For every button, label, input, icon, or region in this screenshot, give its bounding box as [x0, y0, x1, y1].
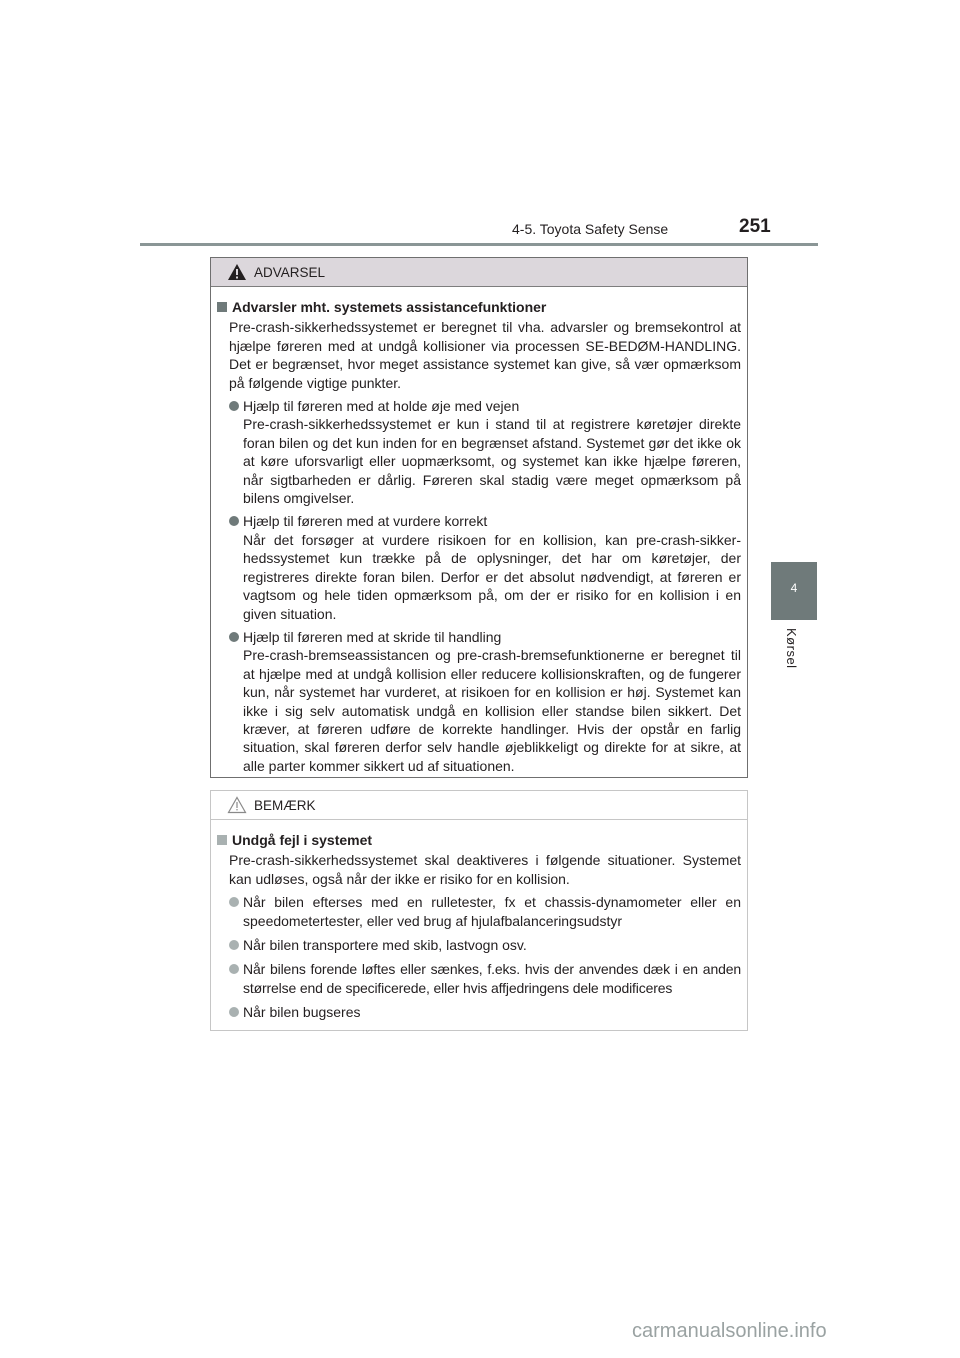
- warning-heading-text: Advarsler mht. systemets assistancefunktioner: [232, 299, 547, 315]
- notice-heading: [217, 831, 741, 849]
- notice-box: [210, 790, 748, 1031]
- warning-label: ADVARSEL: [254, 265, 326, 280]
- chapter-tab: [771, 562, 817, 620]
- warning-heading: [217, 298, 741, 316]
- chapter-label: Kørsel: [784, 628, 799, 669]
- square-bullet-icon: [217, 302, 227, 312]
- warning-triangle-icon: [227, 263, 247, 281]
- chapter-number: 4: [790, 581, 798, 595]
- notice-heading-text: Undgå fejl i systemet: [232, 832, 373, 848]
- round-bullet-icon: [229, 632, 239, 642]
- page-number: 251: [739, 216, 771, 237]
- list-item-text: Når det forsøger at vurdere risikoen for en kollision, kan pre-crash-sikker-hedssystemet kun trække på de oplysninger, det har om køretøjer, der registreres direkte foran bilen. Derfor er det absolut nødvendigt, at føreren er vagtsom og hele tiden opmærksom på, om der er risiko for en kollision i en given situation.: [243, 531, 741, 622]
- list-item-title: Hjælp til føreren med at skride til handling: [243, 628, 502, 645]
- round-bullet-icon: [229, 401, 239, 411]
- list-item-text: Pre-crash-bremseassistancen og pre-crash-bremsefunktionerne er beregnet til at hjælpe med at undgå kollision eller reducere kollisionskraften, og de fungerer kun, når systemet har vurderet, at risikoen for en kollision er høj. Systemet kan ikke i sig selv automatisk undgå en kollision eller standse bilen sikkert. Det kræver, at føreren udføre de korrekte handlinger. Hvis der opstår en farlig situation, skal føreren derfor selv handle øjeblikkeligt og direkte for at sikre, at alle parter kommer sikkert ud af situationen.: [243, 647, 741, 774]
- round-bullet-icon: [229, 1007, 239, 1017]
- list-item: [217, 960, 741, 997]
- list-item-text: Når bilens forende løftes eller sænkes, f.eks. hvis der anvendes dæk i en anden størrelse end de specificerede, eller hvis affjedringens dele modificeres: [243, 961, 741, 996]
- list-item-text: Når bilen transportere med skib, lastvogn osv.: [243, 937, 527, 954]
- list-item-text: Når bilen bugseres: [243, 1004, 361, 1021]
- square-bullet-icon: [217, 835, 227, 845]
- notice-header: [211, 791, 747, 820]
- list-item: [217, 1003, 741, 1021]
- list-item: [217, 628, 741, 775]
- round-bullet-icon: [229, 964, 239, 974]
- round-bullet-icon: [229, 516, 239, 526]
- list-item-text: Når bilen efterses med en rulletester, fx et chassis-dynamometer eller en speedometertester, eller ved brug af hjulafbalanceringsudstyr: [243, 894, 741, 929]
- list-item: [217, 512, 741, 622]
- list-item-text: Pre-crash-sikkerhedssystemet er kun i stand til at registrere køretøjer direkte foran bilen og det kun inden for en begrænset afstand. Systemet gør det ikke ok at køre uforsvarligt eller uopmærksomt, og systemet kan ikke hjælpe føreren, når sigtbarheden er dårlig. Føreren skal stadig være meget opmærksom på bilens omgivelser.: [243, 416, 741, 507]
- warning-intro: Pre-crash-sikkerhedssystemet er beregnet til vha. advarsler og bremsekontrol at hjælpe føreren med at undgå kollisioner via processen SE-BEDØM-HANDLING. Det er begrænset, hvor meget assistance systemet kan give, så vær opmærksom på følgende vigtige punkter.: [229, 319, 741, 391]
- list-item: [217, 936, 741, 954]
- list-item-title: Hjælp til føreren med at vurdere korrekt: [243, 513, 488, 530]
- header-rule: [140, 243, 818, 246]
- list-item-title: Hjælp til føreren med at holde øje med vejen: [243, 398, 520, 415]
- watermark: carmanualsonline.info: [632, 1320, 827, 1342]
- warning-header: [211, 258, 747, 287]
- round-bullet-icon: [229, 897, 239, 907]
- warning-box: [210, 257, 748, 778]
- section-title: 4-5. Toyota Safety Sense: [512, 221, 669, 237]
- notice-body: [217, 831, 741, 1028]
- list-item: [217, 893, 741, 930]
- notice-label: BEMÆRK: [254, 798, 316, 813]
- caution-triangle-icon: [227, 796, 247, 814]
- page-header: [0, 0, 960, 250]
- list-item: [217, 397, 741, 507]
- warning-body: [217, 298, 741, 780]
- notice-intro: Pre-crash-sikkerhedssystemet skal deaktiveres i følgende situationer. Systemet kan udløses, også når der ikke er risiko for en kollision.: [229, 852, 741, 887]
- round-bullet-icon: [229, 940, 239, 950]
